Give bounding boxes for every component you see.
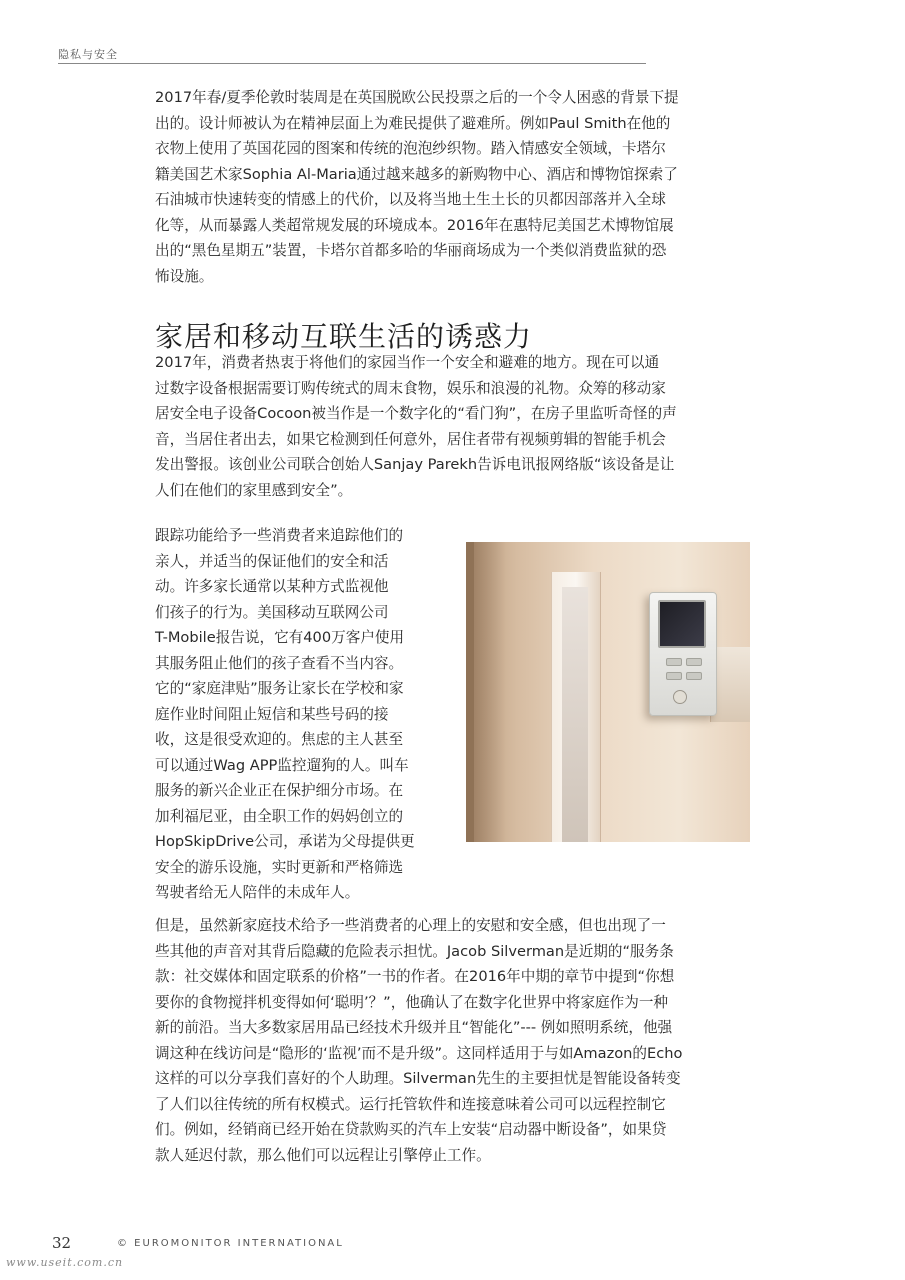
header-divider [58,63,646,64]
paragraph-tracking: 跟踪功能给予一些消费者来追踪他们的 亲人，并适当的保证他们的安全和活 动。许多家长通常以某种方式监视他 们孩子的行为。美国移动互联网公司 T-Mobile报告说，它有400万客户使用 其服务阻止他们的孩子查看不当内容。 它的“家庭津贴”服务让家长在学校和家 庭作业时间阻止短信和某些号码的接 收，这是很受欢迎的。焦虑的主人甚至 可以通过Wag APP监控遛狗的人。叫车 服务的新兴企业正在保护细分市场。在 加利福尼亚，由全职工作的妈妈创立的 HopSkipDrive公司，承诺为父母提供更 安全的游乐设施，实时更新和严格筛选 驾驶者给无人陪伴的未成年人。 [155,527,415,901]
photo-intercom-button [686,658,702,666]
paragraph-home-refuge: 2017年，消费者热衷于将他们的家园当作一个安全和避难的地方。现在可以通 过数字设备根据需要订购传统式的周末食物，娱乐和浪漫的礼物。众筹的移动家 居安全电子设备Cocoon被当作是一个数字化的“看门狗”，在房子里监听奇怪的声 音，当居住者出去，如果它检测到任何意外，居住者带有视频剪辑的智能手机会 发出警报。该创业公司联合创始人Sanjay Parekh告诉电讯报网络版“该设备是让 人们在他们的家里感到安全”。 [155,354,677,499]
photo-intercom-button [666,658,682,666]
section-title: 家居和移动互联生活的诱惑力 [155,320,533,353]
paragraph-concerns: 但是，虽然新家庭技术给予一些消费者的心理上的安慰和安全感，但也出现了一 些其他的声音对其背后隐藏的危险表示担忧。Jacob Silverman是近期的“服务条 款：社交媒体和固定联系的价格”一书的作者。在2016年中期的章节中提到“你想 要你的食物搅拌机变得如何‘聪明’？”，他确认了在数字化世界中将家庭作为一种 新的前沿。当大多数家居用品已经技术升级并且“智能化”--- 例如照明系统，他强 调这种在线访问是“隐形的‘监视’而不是升级”。这同样适用于与如Amazon的Echo 这样的可以分享我们喜好的个人助理。Silverman先生的主要担忧是智能设备转变 了人们以往传统的所有权模式。运行托管软件和连接意味着公司可以远程控制它 们。例如，经销商已经开始在贷款购买的汽车上安装“启动器中断设备”，如果贷 款人延迟付款，那么他们可以远程让引擎停止工作。 [155,917,683,1164]
photo-smart-home-intercom [466,542,750,842]
photo-intercom-button [686,672,702,680]
footer-publisher: © EUROMONITOR INTERNATIONAL [117,1238,344,1249]
section-header-label: 隐私与安全 [58,48,118,61]
photo-intercom-screen [658,600,706,648]
footer-watermark: www.useit.com.cn [6,1256,124,1269]
photo-mirror [562,587,588,842]
photo-intercom-key [673,690,687,704]
paragraph-fashion-week: 2017年春/夏季伦敦时装周是在英国脱欧公民投票之后的一个令人困惑的背景下提 出的。设计师被认为在精神层面上为难民提供了避难所。例如Paul Smith在他的 衣物上使用了英国花园的图案和传统的泡泡纱织物。踏入情感安全领域，卡塔尔 籍美国艺术家Sophia Al-Maria通过越来越多的新购物中心、酒店和博物馆探索了 石油城市快速转变的情感上的代价，以及将当地土生土长的贝都因部落并入全球 化等，从而暴露人类超常规发展的环境成本。2016年在惠特尼美国艺术博物馆展 出的“黑色星期五”装置，卡塔尔首都多哈的华丽商场成为一个类似消费监狱的恐 怖设施。 [155,89,679,285]
photo-intercom-button [666,672,682,680]
page-number: 32 [52,1234,72,1252]
photo-edge [466,542,474,842]
